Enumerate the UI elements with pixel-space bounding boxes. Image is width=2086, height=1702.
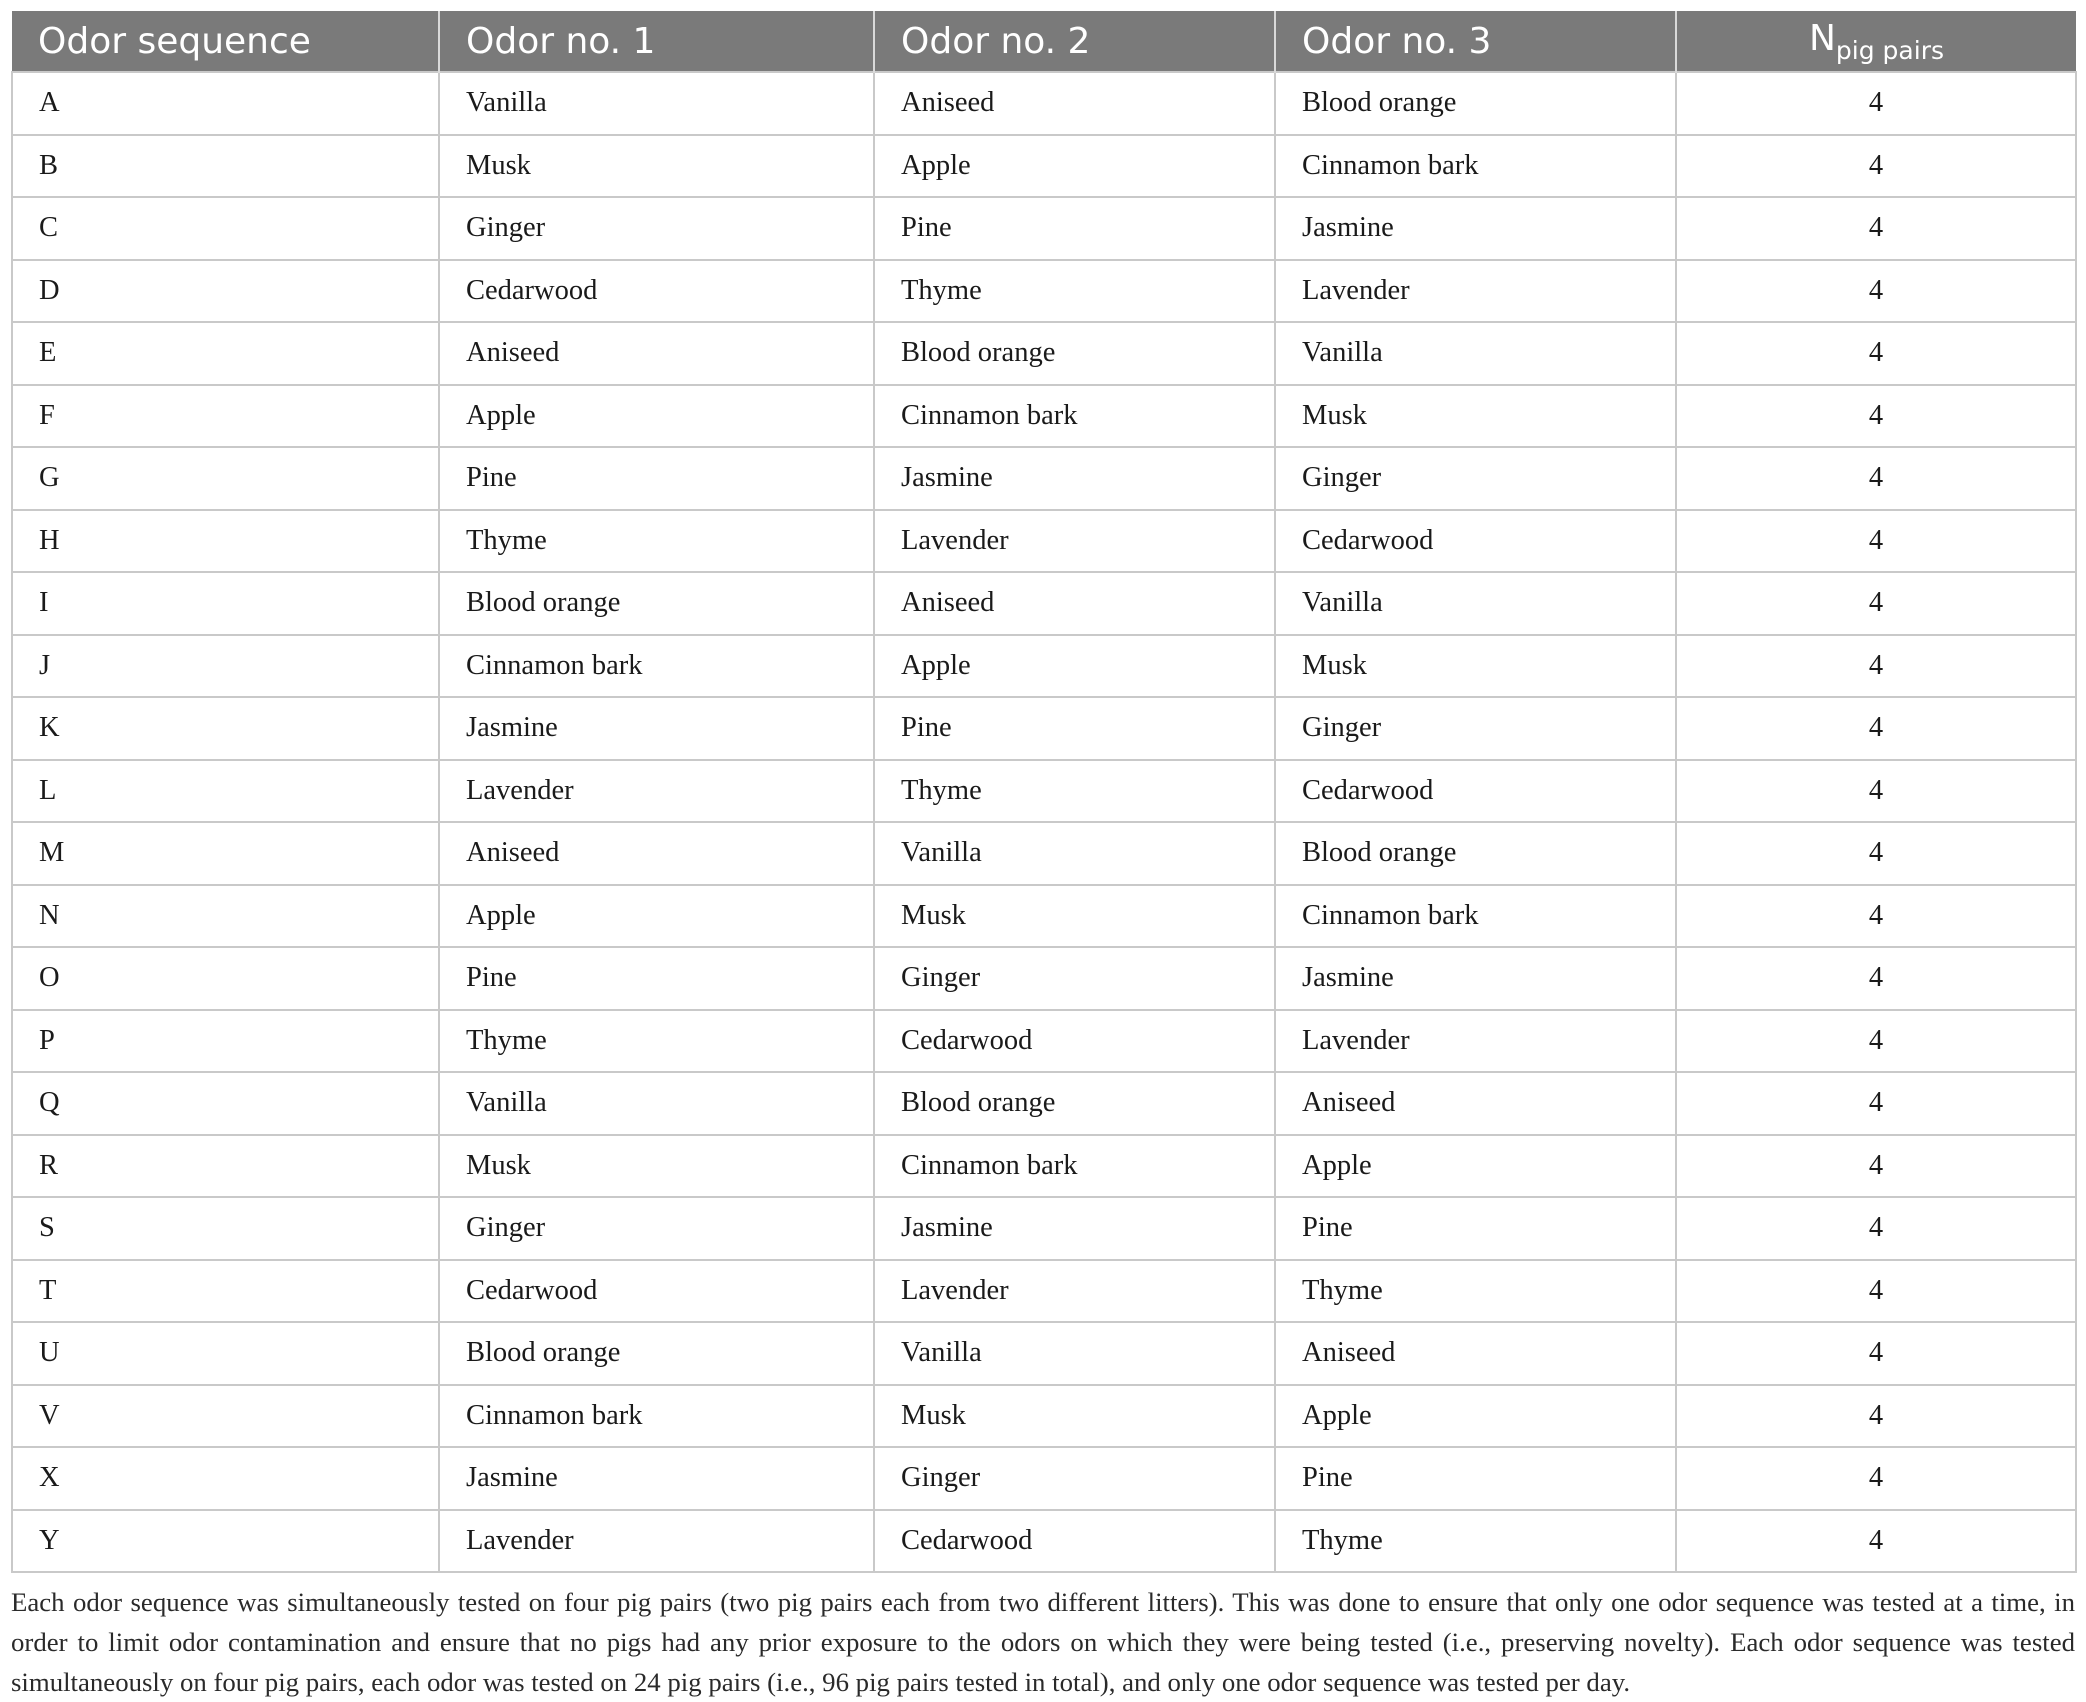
cell-n-pig-pairs: 4 (1676, 947, 2076, 1010)
cell-n-pig-pairs: 4 (1676, 510, 2076, 573)
cell-odor-no-2: Musk (874, 1385, 1275, 1448)
header-n-main: N (1808, 17, 1836, 59)
cell-odor-no-2: Thyme (874, 760, 1275, 823)
table-row (12, 1510, 2076, 1573)
cell-n-pig-pairs: 4 (1676, 1385, 2076, 1448)
cell-odor-no-1: Cedarwood (439, 260, 874, 323)
table-row (12, 385, 2076, 448)
cell-odor-no-1: Thyme (439, 510, 874, 573)
cell-odor-no-3: Apple (1275, 1135, 1676, 1198)
table-footnote: Each odor sequence was simultaneously tested on four pig pairs (two pig pairs each from two different litters). This was done to ensure that only one odor sequence was tested at a time, in order to limit odor contamination and ensure that no pigs had any prior exposure to the odors on which they were being tested (i.e., preserving novelty). Each odor sequence was tested simultaneously on four pig pairs, each odor was tested on 24 pig pairs (i.e., 96 pig pairs tested in total), and only one odor sequence was tested per day. (11, 1587, 2075, 1697)
cell-odor-no-2: Pine (874, 197, 1275, 260)
cell-odor-sequence: G (12, 447, 439, 510)
cell-odor-no-2: Jasmine (874, 1197, 1275, 1260)
header-odor-no-3: Odor no. 3 (1275, 11, 1676, 72)
cell-odor-no-2: Apple (874, 635, 1275, 698)
cell-odor-no-1: Cinnamon bark (439, 635, 874, 698)
table-row (12, 1260, 2076, 1323)
odor-sequence-table-container (11, 11, 2075, 1573)
cell-odor-no-1: Cinnamon bark (439, 1385, 874, 1448)
table-row (12, 260, 2076, 323)
cell-n-pig-pairs: 4 (1676, 1260, 2076, 1323)
cell-odor-sequence: N (12, 885, 439, 948)
cell-odor-no-1: Musk (439, 135, 874, 198)
table-row (12, 885, 2076, 948)
cell-odor-no-2: Blood orange (874, 322, 1275, 385)
cell-odor-sequence: V (12, 1385, 439, 1448)
table-row (12, 1197, 2076, 1260)
cell-odor-no-2: Ginger (874, 947, 1275, 1010)
cell-odor-sequence: I (12, 572, 439, 635)
cell-odor-sequence: C (12, 197, 439, 260)
table-row (12, 197, 2076, 260)
cell-n-pig-pairs: 4 (1676, 1135, 2076, 1198)
cell-odor-no-1: Musk (439, 1135, 874, 1198)
table-row (12, 1385, 2076, 1448)
cell-odor-no-2: Cedarwood (874, 1510, 1275, 1573)
cell-odor-no-2: Apple (874, 135, 1275, 198)
cell-odor-no-3: Cinnamon bark (1275, 885, 1676, 948)
cell-n-pig-pairs: 4 (1676, 1072, 2076, 1135)
cell-odor-sequence: E (12, 322, 439, 385)
cell-odor-sequence: U (12, 1322, 439, 1385)
cell-n-pig-pairs: 4 (1676, 1322, 2076, 1385)
cell-odor-sequence: Y (12, 1510, 439, 1573)
table-row (12, 1010, 2076, 1073)
cell-n-pig-pairs: 4 (1676, 822, 2076, 885)
cell-n-pig-pairs: 4 (1676, 1510, 2076, 1573)
cell-odor-no-2: Lavender (874, 510, 1275, 573)
cell-odor-no-3: Lavender (1275, 1010, 1676, 1073)
cell-odor-no-3: Vanilla (1275, 572, 1676, 635)
cell-odor-no-1: Vanilla (439, 1072, 874, 1135)
table-body (12, 72, 2076, 1572)
cell-n-pig-pairs: 4 (1676, 322, 2076, 385)
cell-odor-no-1: Pine (439, 447, 874, 510)
cell-odor-no-3: Cinnamon bark (1275, 135, 1676, 198)
table-row (12, 135, 2076, 198)
table-row (12, 1135, 2076, 1198)
cell-n-pig-pairs: 4 (1676, 572, 2076, 635)
table-row (12, 572, 2076, 635)
cell-odor-sequence: P (12, 1010, 439, 1073)
cell-odor-no-3: Cedarwood (1275, 760, 1676, 823)
cell-odor-sequence: D (12, 260, 439, 323)
table-row (12, 822, 2076, 885)
table-row (12, 635, 2076, 698)
cell-odor-no-3: Ginger (1275, 697, 1676, 760)
cell-n-pig-pairs: 4 (1676, 635, 2076, 698)
table-row (12, 447, 2076, 510)
header-n-pig-pairs (1676, 11, 2076, 72)
cell-n-pig-pairs: 4 (1676, 385, 2076, 448)
cell-odor-no-3: Pine (1275, 1447, 1676, 1510)
cell-odor-sequence: F (12, 385, 439, 448)
table-row (12, 697, 2076, 760)
cell-odor-no-2: Cedarwood (874, 1010, 1275, 1073)
cell-odor-sequence: H (12, 510, 439, 573)
cell-odor-no-3: Blood orange (1275, 72, 1676, 135)
cell-odor-no-1: Blood orange (439, 1322, 874, 1385)
cell-odor-sequence: K (12, 697, 439, 760)
cell-odor-sequence: R (12, 1135, 439, 1198)
cell-odor-no-3: Aniseed (1275, 1322, 1676, 1385)
cell-odor-no-1: Jasmine (439, 697, 874, 760)
cell-n-pig-pairs: 4 (1676, 260, 2076, 323)
cell-odor-sequence: L (12, 760, 439, 823)
cell-odor-no-3: Thyme (1275, 1260, 1676, 1323)
table-row (12, 1072, 2076, 1135)
cell-odor-sequence: O (12, 947, 439, 1010)
cell-n-pig-pairs: 4 (1676, 697, 2076, 760)
cell-odor-no-1: Jasmine (439, 1447, 874, 1510)
cell-n-pig-pairs: 4 (1676, 197, 2076, 260)
cell-odor-sequence: T (12, 1260, 439, 1323)
header-row (12, 11, 2076, 72)
cell-odor-no-3: Cedarwood (1275, 510, 1676, 573)
cell-odor-no-3: Lavender (1275, 260, 1676, 323)
table-row (12, 947, 2076, 1010)
cell-odor-no-1: Thyme (439, 1010, 874, 1073)
cell-odor-no-1: Vanilla (439, 72, 874, 135)
cell-odor-no-3: Vanilla (1275, 322, 1676, 385)
header-odor-no-1: Odor no. 1 (439, 11, 874, 72)
cell-odor-no-2: Vanilla (874, 822, 1275, 885)
table-row (12, 1322, 2076, 1385)
cell-odor-no-1: Pine (439, 947, 874, 1010)
cell-odor-no-3: Pine (1275, 1197, 1676, 1260)
cell-n-pig-pairs: 4 (1676, 135, 2076, 198)
cell-odor-no-3: Blood orange (1275, 822, 1676, 885)
cell-odor-no-1: Lavender (439, 1510, 874, 1573)
table-header (12, 11, 2076, 72)
cell-n-pig-pairs: 4 (1676, 447, 2076, 510)
cell-n-pig-pairs: 4 (1676, 1010, 2076, 1073)
cell-odor-no-2: Lavender (874, 1260, 1275, 1323)
cell-odor-no-3: Musk (1275, 385, 1676, 448)
cell-odor-no-1: Apple (439, 385, 874, 448)
cell-odor-no-1: Ginger (439, 197, 874, 260)
cell-odor-no-1: Ginger (439, 1197, 874, 1260)
cell-odor-no-1: Aniseed (439, 322, 874, 385)
cell-n-pig-pairs: 4 (1676, 760, 2076, 823)
cell-odor-no-2: Cinnamon bark (874, 1135, 1275, 1198)
cell-odor-no-3: Apple (1275, 1385, 1676, 1448)
cell-n-pig-pairs: 4 (1676, 1447, 2076, 1510)
cell-odor-no-2: Cinnamon bark (874, 385, 1275, 448)
cell-odor-sequence: M (12, 822, 439, 885)
cell-odor-no-1: Apple (439, 885, 874, 948)
cell-odor-no-1: Lavender (439, 760, 874, 823)
cell-odor-no-3: Jasmine (1275, 947, 1676, 1010)
table-row (12, 760, 2076, 823)
cell-odor-no-1: Blood orange (439, 572, 874, 635)
odor-sequence-table (11, 11, 2077, 1573)
cell-n-pig-pairs: 4 (1676, 1197, 2076, 1260)
cell-odor-sequence: A (12, 72, 439, 135)
cell-odor-no-2: Blood orange (874, 1072, 1275, 1135)
cell-odor-no-2: Jasmine (874, 447, 1275, 510)
cell-odor-no-2: Pine (874, 697, 1275, 760)
table-row (12, 510, 2076, 573)
cell-odor-no-1: Cedarwood (439, 1260, 874, 1323)
cell-n-pig-pairs: 4 (1676, 72, 2076, 135)
cell-odor-no-1: Aniseed (439, 822, 874, 885)
cell-odor-no-3: Musk (1275, 635, 1676, 698)
table-row (12, 72, 2076, 135)
header-n-subscript: pig pairs (1835, 35, 1944, 65)
header-odor-no-2: Odor no. 2 (874, 11, 1275, 72)
cell-odor-no-3: Jasmine (1275, 197, 1676, 260)
table-row (12, 322, 2076, 385)
cell-odor-no-2: Aniseed (874, 572, 1275, 635)
cell-odor-no-2: Thyme (874, 260, 1275, 323)
cell-odor-no-3: Thyme (1275, 1510, 1676, 1573)
cell-n-pig-pairs: 4 (1676, 885, 2076, 948)
cell-odor-no-2: Ginger (874, 1447, 1275, 1510)
cell-odor-no-2: Aniseed (874, 72, 1275, 135)
table-row (12, 1447, 2076, 1510)
cell-odor-no-2: Musk (874, 885, 1275, 948)
cell-odor-sequence: X (12, 1447, 439, 1510)
cell-odor-sequence: B (12, 135, 439, 198)
cell-odor-sequence: S (12, 1197, 439, 1260)
cell-odor-no-2: Vanilla (874, 1322, 1275, 1385)
cell-odor-sequence: Q (12, 1072, 439, 1135)
cell-odor-no-3: Aniseed (1275, 1072, 1676, 1135)
header-odor-sequence: Odor sequence (12, 11, 439, 72)
cell-odor-sequence: J (12, 635, 439, 698)
cell-odor-no-3: Ginger (1275, 447, 1676, 510)
